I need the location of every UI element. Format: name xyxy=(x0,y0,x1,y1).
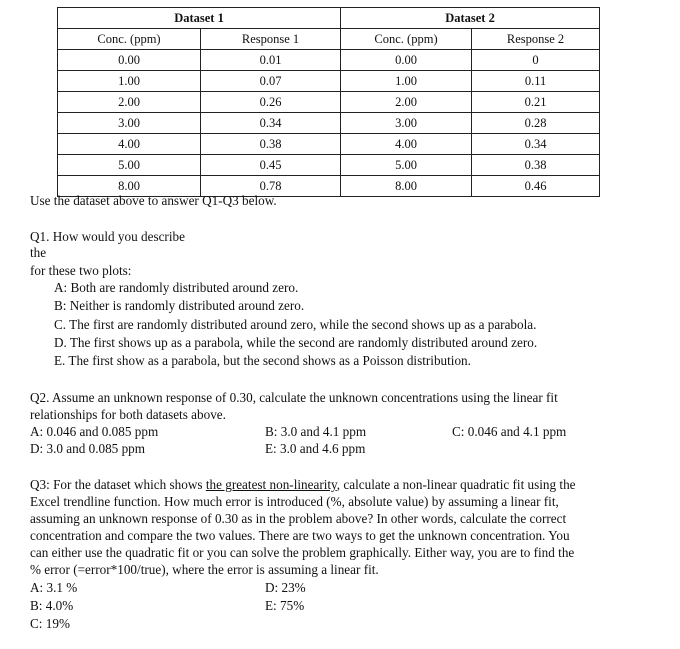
q3-option-d: D: 23% xyxy=(265,580,306,595)
dataset-2-title: Dataset 2 xyxy=(341,8,600,29)
q1-option-d: D. The first shows up as a parabola, while the second are randomly distributed around zero. xyxy=(54,335,538,350)
q3-emphasis: the greatest non-linearity xyxy=(205,477,337,492)
conc-1-cell: 4.00 xyxy=(58,134,201,155)
dataset-1-title: Dataset 1 xyxy=(58,8,341,29)
conc-1-cell: 5.00 xyxy=(58,155,201,176)
column-header-row xyxy=(58,29,600,50)
response-1-cell: 0.78 xyxy=(201,176,341,197)
q3-option-b: B: 4.0% xyxy=(30,598,74,613)
response-1-cell: 0.01 xyxy=(201,50,341,71)
q3-option-a: A: 3.1 % xyxy=(30,580,78,595)
response-1-cell: 0.45 xyxy=(201,155,341,176)
response-2-cell: 0.46 xyxy=(472,176,600,197)
response-1-cell: 0.26 xyxy=(201,92,341,113)
response-2-cell: 0.21 xyxy=(472,92,600,113)
conc-1-cell: 8.00 xyxy=(58,176,201,197)
response-1-cell: 0.38 xyxy=(201,134,341,155)
q3-line-1-suffix: , calculate a non-linear quadratic fit using the xyxy=(336,477,576,492)
q1-option-e: E. The first show as a parabola, but the second shows as a Poisson distribution. xyxy=(54,353,471,368)
response-2-cell: 0.11 xyxy=(472,71,600,92)
response-2-cell: 0.38 xyxy=(472,155,600,176)
intro-text: Use the dataset above to answer Q1-Q3 below. xyxy=(30,193,277,208)
conc-2-cell: 2.00 xyxy=(341,92,472,113)
col-header-response-2: Response 2 xyxy=(472,29,600,50)
table-row xyxy=(58,113,600,134)
q2-option-a: A: 0.046 and 0.085 ppm xyxy=(30,424,159,439)
q3-line-1 xyxy=(30,477,576,493)
conc-2-cell: 5.00 xyxy=(341,155,472,176)
q3-line-6: % error (=error*100/true), where the error is assuming a linear fit. xyxy=(30,562,379,577)
conc-1-cell: 3.00 xyxy=(58,113,201,134)
q3-option-c: C: 19% xyxy=(30,616,70,631)
q3-line-4: concentration and compare the two values. There are two ways to get the unknown concentration. You xyxy=(30,528,570,543)
conc-2-cell: 3.00 xyxy=(341,113,472,134)
table-row xyxy=(58,155,600,176)
q3-line-3: assuming an unknown response of 0.30 as in the problem above? In other words, calculate the correct xyxy=(30,511,567,526)
dataset-title-row xyxy=(58,8,600,29)
q1-line-3: for these two plots: xyxy=(30,263,132,278)
q1-option-c: C. The first are randomly distributed around zero, while the second shows up as a parabola. xyxy=(54,317,537,332)
q1-option-a: A: Both are randomly distributed around zero. xyxy=(54,280,299,295)
q1-line-2: the xyxy=(30,245,47,260)
q2-option-e: E: 3.0 and 4.6 ppm xyxy=(265,441,366,456)
q2-option-d: D: 3.0 and 0.085 ppm xyxy=(30,441,146,456)
col-header-conc-2: Conc. (ppm) xyxy=(341,29,472,50)
q2-line-1: Q2. Assume an unknown response of 0.30, calculate the unknown concentrations using the linear fit xyxy=(30,390,558,405)
conc-2-cell: 4.00 xyxy=(341,134,472,155)
table-row xyxy=(58,71,600,92)
col-header-response-1: Response 1 xyxy=(201,29,341,50)
q2-line-2: relationships for both datasets above. xyxy=(30,407,226,422)
table-row xyxy=(58,50,600,71)
conc-1-cell: 1.00 xyxy=(58,71,201,92)
response-2-cell: 0.34 xyxy=(472,134,600,155)
response-1-cell: 0.07 xyxy=(201,71,341,92)
table-row xyxy=(58,134,600,155)
datasets-table xyxy=(57,7,600,197)
q3-line-1-prefix: Q3: For the dataset which shows xyxy=(30,477,206,492)
q3-option-e: E: 75% xyxy=(265,598,305,613)
q1-option-b: B: Neither is randomly distributed around zero. xyxy=(54,298,305,313)
response-2-cell: 0 xyxy=(472,50,600,71)
table-row xyxy=(58,92,600,113)
q2-option-c: C: 0.046 and 4.1 ppm xyxy=(452,424,567,439)
conc-2-cell: 1.00 xyxy=(341,71,472,92)
conc-1-cell: 2.00 xyxy=(58,92,201,113)
conc-1-cell: 0.00 xyxy=(58,50,201,71)
response-1-cell: 0.34 xyxy=(201,113,341,134)
q3-line-5: can either use the quadratic fit or you can solve the problem graphically. Either way, you are to find the xyxy=(30,545,575,560)
conc-2-cell: 8.00 xyxy=(341,176,472,197)
q1-line-1: Q1. How would you describe xyxy=(30,229,185,244)
conc-2-cell: 0.00 xyxy=(341,50,472,71)
response-2-cell: 0.28 xyxy=(472,113,600,134)
q3-line-2: Excel trendline function. How much error is introduced (%, absolute value) by assuming a linear fit, xyxy=(30,494,559,509)
col-header-conc-1: Conc. (ppm) xyxy=(58,29,201,50)
q2-option-b: B: 3.0 and 4.1 ppm xyxy=(265,424,367,439)
